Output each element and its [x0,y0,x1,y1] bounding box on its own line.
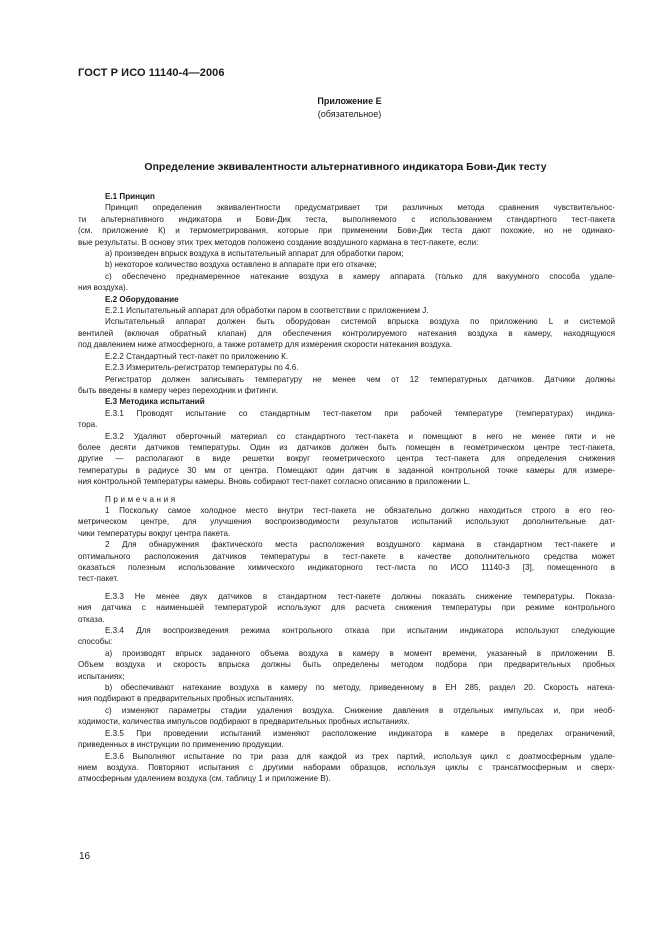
paragraph-line: вентилей (включая обратный клапан) для обеспечения контролируемого натекания воздуха в камеру, находящуюся [78,328,615,338]
paragraph-line: вые результаты. В основу этих трех методов положено создание воздушного кармана в тест-пакете, если: [78,237,479,247]
paragraph-line: E.3.4 Для воспроизведения режима контрольного отказа при испытании индикатора используют следующие [105,626,615,636]
note-line: оказаться полезным использование химического индикаторного тест-листа по ИСО 11140-3 [3], помещенного в [78,563,615,572]
heading-e2: E.2 Оборудование [105,294,179,304]
note-line: оптимального расположения датчиков температуры в тест-пакете в качестве дополнительного средства может [78,551,615,561]
section-title: Определение эквивалентности альтернативного индикатора Бови-Дик тесту [144,161,547,173]
document-header: ГОСТ Р ИСО 11140-4—2006 [78,67,225,79]
paragraph-line: атмосферным удалением воздуха (см. таблицу 1 и приложение В). [78,774,331,784]
paragraph-line: Регистратор должен записывать температуру не менее чем от 12 температурных датчиков. Датчики должны [105,374,615,384]
note-line: метрическом центре, для улучшения воспроизводимости результатов испытаний используют дополнительные дат- [78,517,615,527]
paragraph-line: приведенных в инструкции по применению продукции. [78,740,284,750]
list-item: Объем воздуха и скорость впрыска должны быть определены методом подбора при предварительных пробных [78,660,615,670]
list-item: a) произведен впрыск воздуха в испытательный аппарат для обработки паром; [105,249,404,259]
paragraph-line: E.2.3 Измеритель-регистратор температуры по 4.6. [105,363,299,373]
list-item: ния подбирают в предварительных пробных испытаниях. [78,694,294,704]
note-line: 1 Поскольку самое холодное место внутри тест-пакета не обязательно должно находиться строго в его гео- [105,505,615,515]
paragraph-line: ния датчика с наименьшей температурой используют для расчета снижения температуры при режиме контрольного [78,603,615,613]
page-number: 16 [79,851,91,862]
paragraph-line: температуры в радиусе 30 мм от центра. Помещают один датчик в заданной контрольной точке камеры для измере- [78,465,615,475]
paragraph-line: E.3.2 Удаляют оберточный материал со стандартного тест-пакета и помещают в него не менее пяти и не [105,431,615,441]
paragraph-line: Испытательный аппарат должен быть оборудован системой впрыска воздуха по приложению L и системой [105,317,615,327]
paragraph-line: E.3.3 Не менее двух датчиков в стандартном тест-пакете должны показать снижение температуры. Показа- [105,591,615,601]
paragraph-line: E.2.1 Испытательный аппарат для обработки паром в соответствии с приложением J. [105,306,429,316]
paragraph-line: способы: [78,637,113,647]
paragraph-line: E.3.6 Выполняют испытание по три раза для каждой из трех партий, используя цикл с доатмосферным удале- [105,751,615,761]
paragraph-line: E.2.2 Стандартный тест-пакет по приложению К. [105,351,289,361]
paragraph-line: Принцип определения эквивалентности предусматривает три различных метода сравнения чувствительнос- [105,203,615,213]
paragraph-line: E.3.1 Проводят испытание со стандартным тест-пакетом при рабочей температуре (температурах) индика- [105,408,615,418]
paragraph-line: нием воздуха. Повторяют испытания с другими наборами образцов, используя циклы с трансатмосферным и сверх- [78,762,615,772]
list-item: c) обеспечено преднамеренное натекание воздуха в камеру аппарата (только для вакуумного способа удале- [105,271,615,281]
paragraph-line: (см. приложение К) и термометрирования, которые при применении Бови-Дик теста дают похожие, но не одинако- [78,226,615,236]
list-item: ходимости, количества импульсов подбирают в предварительных пробных испытаниях. [78,717,410,727]
paragraph-line: другие — располагают в виде решетки вокруг геометрического центра тест-пакета для определения снижения [78,454,615,464]
annex-label: Приложение Е [317,96,382,106]
paragraph-line: ти альтернативного индикатора и Бови-Дик теста, выполняемого с использованием стандартного тест-пакета [78,214,615,224]
paragraph-line: под давлением ниже атмосферного, а также ротаметр для измерения скорости натекания воздуха. [78,340,453,350]
heading-e1: E.1 Принцип [105,192,155,201]
paragraph-line: более десяти датчиков температуры. Один из датчиков должен быть помещен в геометрическом центре тест-пакета, [78,442,615,452]
paragraph-line: ния воздуха). [78,283,128,293]
list-item: b) обеспечивают натекание воздуха в камеру по методу, приведенному в ЕН 285, раздел 20. Скорость натека- [105,683,615,693]
note-line: чики температуры вокруг центра пакета. [78,528,231,538]
note-line: тест-пакет. [78,574,119,584]
notes-heading: Примечания [105,494,178,504]
paragraph-line: ния контрольной температуры камеры. Вновь собирают тест-пакет согласно описанию в приложении L. [78,477,471,487]
list-item: b) некоторое количество воздуха оставлено в аппарате при его откачке; [105,260,377,270]
heading-e3: E.3 Методика испытаний [105,397,205,407]
list-item: c) изменяют параметры стадии удаления воздуха. Снижение давления в отдельных импульсах и, при необ- [105,705,615,715]
list-item: a) производят впрыск заданного объема воздуха в камеру в момент времени, указанный в приложении В. [105,648,615,658]
annex-status: (обязательное) [317,109,382,119]
note-line: 2 Для обнаружения фактического места расположения воздушного кармана в стандартном тест-пакете и [105,540,615,550]
paragraph-line: E.3.5 При проведении испытаний изменяют расположение индикатора в камере в пределах ограничений, [105,728,615,738]
list-item: испытаниях; [78,671,125,681]
document-body [78,191,615,785]
paragraph-line: быть введены в камеру через переходник и фитинги. [78,385,279,395]
paragraph-line: тора. [78,420,98,430]
paragraph-line: отказа. [78,614,105,624]
